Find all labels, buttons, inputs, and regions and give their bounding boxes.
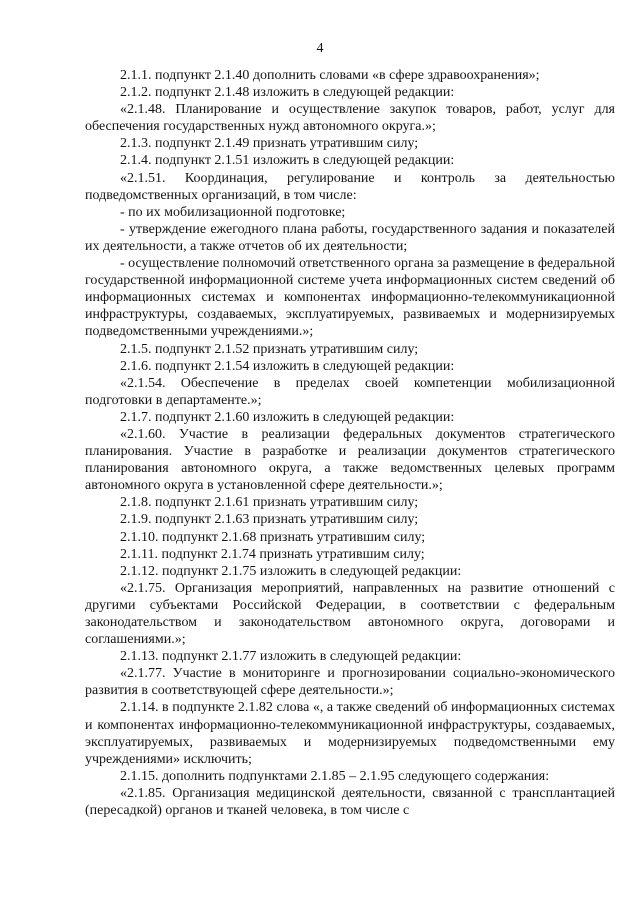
paragraph: 2.1.14. в подпункте 2.1.82 слова «, а также сведений об информационных системах и компонентах информационно-телекоммуникационной инфраструктуры, создаваемых, эксплуатируемых, развиваемых и модернизируемых подведомственными ему учреждениями» исключить; [85, 700, 615, 767]
paragraph: 2.1.13. подпункт 2.1.77 изложить в следующей редакции: [120, 649, 462, 665]
paragraph: 2.1.4. подпункт 2.1.51 изложить в следующей редакции: [120, 153, 455, 169]
paragraph: «2.1.85. Организация медицинской деятельности, связанной с трансплантацией (пересадкой) органов и тканей человека, в том числе с [85, 785, 615, 819]
paragraph: «2.1.48. Планирование и осуществление закупок товаров, работ, услуг для обеспечения государственных нужд автономного округа.»; [85, 102, 615, 135]
paragraph: 2.1.2. подпункт 2.1.48 изложить в следующей редакции: [120, 85, 455, 101]
paragraph: «2.1.75. Организация мероприятий, направленных на развитие отношений с другими субъектами Российской Федерации, в соответствии с федеральным законодательством и законодательством автономного округа, договорами и соглашениями.»; [85, 580, 615, 648]
paragraph: 2.1.6. подпункт 2.1.54 изложить в следующей редакции: [120, 358, 455, 374]
paragraph: 2.1.11. подпункт 2.1.74 признать утратившим силу; [120, 546, 425, 562]
paragraph: 2.1.3. подпункт 2.1.49 признать утратившим силу; [120, 136, 419, 152]
paragraph: 2.1.1. подпункт 2.1.40 дополнить словами «в сфере здравоохранения»; [120, 68, 540, 83]
paragraph: «2.1.54. Обеспечение в пределах своей компетенции мобилизационной подготовки в департаменте.»; [85, 375, 615, 408]
paragraph: 2.1.5. подпункт 2.1.52 признать утратившим силу; [120, 341, 419, 357]
paragraph: - по их мобилизационной подготовке; [120, 204, 346, 220]
paragraph: - осуществление полномочий ответственного органа за размещение в федеральной государственной информационной системе учета информационных систем сведений об информационных системах и компонентах информационно-телекоммуникационной инфраструктуры, создаваемых, эксплуатируемых, развиваемых и модернизируемых подведомственными учреждениями.»; [85, 256, 615, 340]
paragraph: 2.1.10. подпункт 2.1.68 признать утратившим силу; [120, 529, 426, 545]
paragraph: «2.1.51. Координация, регулирование и контроль за деятельностью подведомственных организаций, в том числе: [85, 170, 615, 203]
paragraph: 2.1.7. подпункт 2.1.60 изложить в следующей редакции: [120, 409, 455, 425]
paragraph: «2.1.60. Участие в реализации федеральных документов стратегического планирования. Участие в разработке и реализации документов стратегического планирования автономного округа, а также ведомственных целевых программ автономного округа в установленной сфере деятельности.»; [85, 426, 615, 494]
paragraph: - утверждение ежегодного плана работы, государственного задания и показателей их деятельности, а также отчетов об их деятельности; [85, 221, 615, 254]
paragraph: 2.1.15. дополнить подпунктами 2.1.85 – 2.1.95 следующего содержания: [120, 768, 550, 784]
paragraph: «2.1.77. Участие в мониторинге и прогнозировании социально-экономического развития в соответствующей сфере деятельности.»; [85, 666, 615, 699]
paragraph: 2.1.8. подпункт 2.1.61 признать утратившим силу; [120, 495, 419, 511]
paragraph: 2.1.12. подпункт 2.1.75 изложить в следующей редакции: [120, 563, 462, 579]
page-number: 4 [316, 41, 324, 56]
paragraph: 2.1.9. подпункт 2.1.63 признать утратившим силу; [120, 512, 419, 528]
document-body [85, 67, 615, 819]
